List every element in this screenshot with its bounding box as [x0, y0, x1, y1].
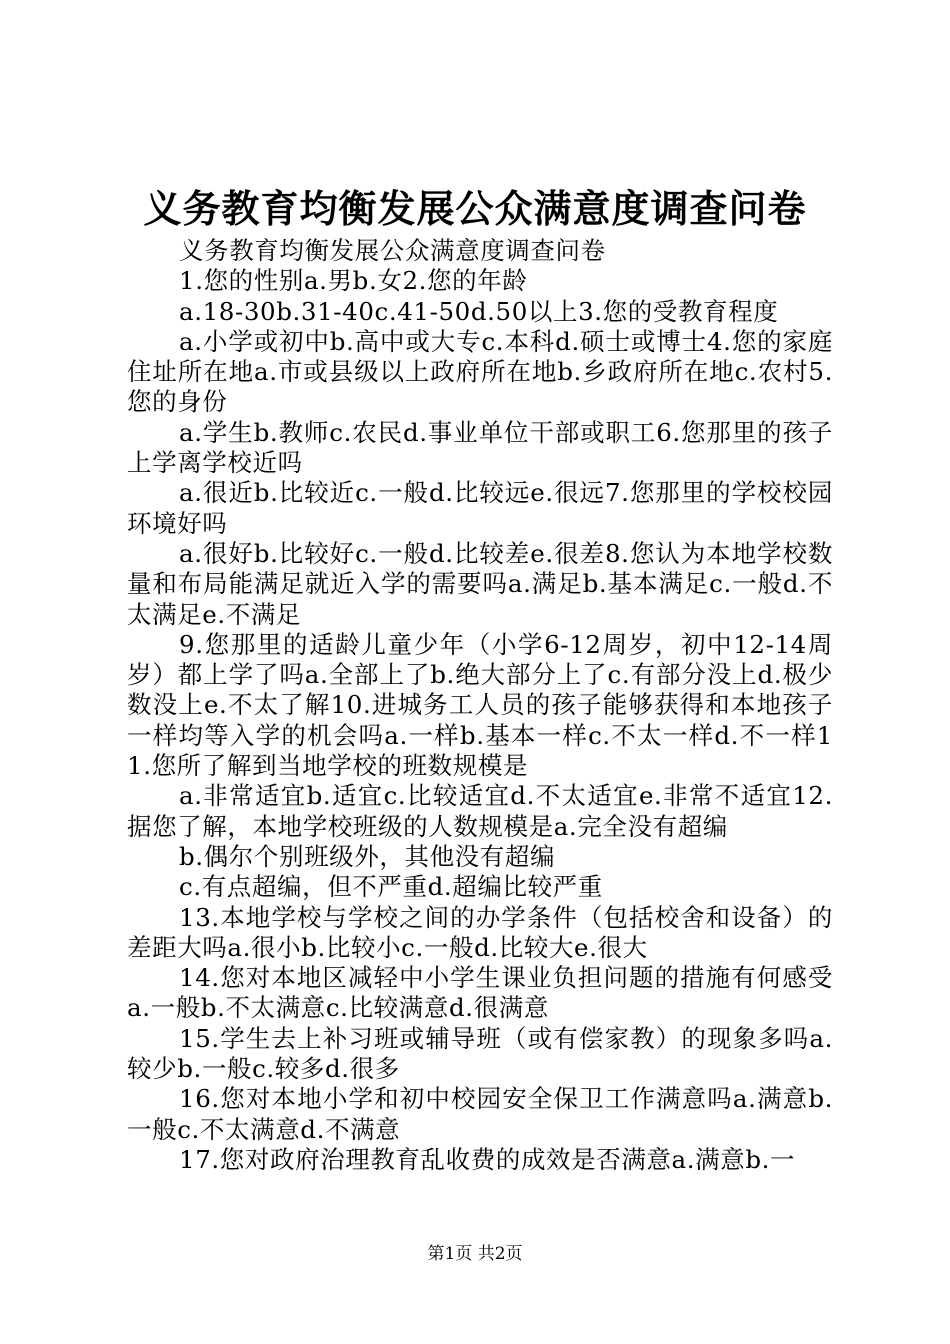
paragraph: c.有点超编，但不严重d.超编比较严重	[179, 872, 603, 902]
paragraph: 16.您对本地小学和初中校园安全保卫工作满意吗a.满意b.一般c.不太满意d.不满意	[127, 1084, 833, 1144]
paragraph: b.偶尔个别班级外，其他没有超编	[179, 841, 556, 871]
document-body	[127, 236, 833, 1175]
paragraph: 义务教育均衡发展公众满意度调查问卷	[179, 236, 606, 265]
paragraph: 9.您那里的适龄儿童少年（小学6-12周岁，初中12-14周岁）都上学了吗a.全部上了b.绝大部分上了c.有部分没上d.极少数没上e.不太了解10.进城务工人员的孩子能够获得和本地孩子一样均等入学的机会吗a.一样b.基本一样c.不太一样d.不一样11.您所了解到当地学校的班数规模是	[127, 629, 833, 781]
document-title: 义务教育均衡发展公众满意度调查问卷	[143, 186, 807, 231]
paragraph: a.18-30b.31-40c.41-50d.50以上3.您的受教育程度	[179, 296, 779, 326]
paragraph: 14.您对本地区减轻中小学生课业负担问题的措施有何感受a.一般b.不太满意c.比较满意d.很满意	[127, 963, 833, 1023]
paragraph: 1.您的性别a.男b.女2.您的年龄	[179, 266, 528, 296]
paragraph: 15.学生去上补习班或辅导班（或有偿家教）的现象多吗a.较少b.一般c.较多d.很多	[127, 1023, 833, 1084]
paragraph: 17.您对政府治理教育乱收费的成效是否满意a.满意b.一	[179, 1144, 796, 1174]
paragraph: a.非常适宜b.适宜c.比较适宜d.不太适宜e.非常不适宜12.据您了解，本地学校班级的人数规模是a.完全没有超编	[127, 781, 833, 841]
page-footer: 第1页 共2页	[427, 1244, 523, 1264]
paragraph: a.很近b.比较近c.一般d.比较远e.很远7.您那里的学校校园环境好吗	[127, 478, 833, 538]
paragraph: a.学生b.教师c.农民d.事业单位干部或职工6.您那里的孩子上学离学校近吗	[127, 417, 833, 478]
paragraph: a.小学或初中b.高中或大专c.本科d.硕士或博士4.您的家庭住址所在地a.市或县级以上政府所在地b.乡政府所在地c.农村5.您的身份	[127, 326, 833, 417]
paragraph: 13.本地学校与学校之间的办学条件（包括校舍和设备）的差距大吗a.很小b.比较小c.一般d.比较大e.很大	[127, 902, 833, 962]
paragraph: a.很好b.比较好c.一般d.比较差e.很差8.您认为本地学校数量和布局能满足就近入学的需要吗a.满足b.基本满足c.一般d.不太满足e.不满足	[127, 538, 833, 629]
